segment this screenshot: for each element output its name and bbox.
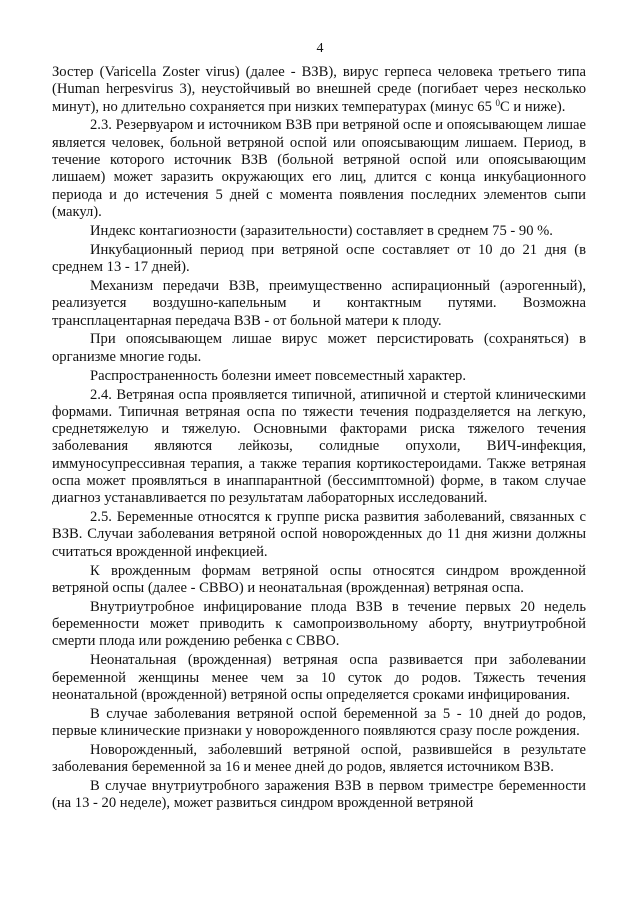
paragraph: Зостер (Varicella Zoster virus) (далее - ВЗВ), вирус герпеса человека третьего типа (Human herpesvirus 3), неустойчивый во внешней среде (погибает через несколько минут), но длительно сохраняется при низких температурах (минус 65 $^0$С и ниже). bbox=[52, 64, 586, 115]
paragraph: К врожденным формам ветряной оспы относятся синдром врожденной ветряной оспы (далее - СВВО) и неонатальная (врожденная) ветряная оспа. bbox=[52, 562, 586, 596]
paragraph: Внутриутробное инфицирование плода ВЗВ в течение первых 20 недель беременности может приводить к самопроизвольному аборту, внутриутробной смерти плода или рождению ребенка с СВВО. bbox=[52, 598, 586, 650]
paragraph: В случае заболевания ветряной оспой беременной за 5 - 10 дней до родов, первые клинические признаки у новорожденного появляются сразу после рождения. bbox=[52, 705, 586, 740]
page-number: 4 bbox=[316, 41, 324, 56]
document-body bbox=[52, 64, 586, 814]
paragraph: Неонатальная (врожденная) ветряная оспа развивается при заболевании беременной женщины менее чем за 10 суток до родов. Тяжесть течения неонатальной (врожденной) ветряной оспы определяется сроками инфицирования. bbox=[52, 652, 586, 703]
paragraph: 2.3. Резервуаром и источником ВЗВ при ветряной оспе и опоясывающем лишае является человек, больной ветряной оспой или опоясывающим лишаем. Период, в течение которого источник ВЗВ (больной ветряной оспой или опоясывающим лишаем) может заразить окружающих его лиц, длится с конца инкубационного периода и до истечения 5 дней с момента появления последних элементов сыпи (макул). bbox=[52, 117, 586, 220]
paragraph: Распространенность болезни имеет повсеместный характер. bbox=[90, 367, 467, 384]
superscript: 0 bbox=[495, 97, 501, 108]
paragraph: Новорожденный, заболевший ветряной оспой, развившейся в результате заболевания беременной за 16 и менее дней до родов, является источником ВЗВ. bbox=[52, 742, 586, 776]
paragraph: Индекс контагиозности (заразительности) составляет в среднем 75 - 90 %. bbox=[90, 222, 553, 239]
paragraph: Инкубационный период при ветряной оспе составляет от 10 до 21 дня (в среднем 13 - 17 дней). bbox=[52, 241, 586, 276]
paragraph: При опоясывающем лишае вирус может персистировать (сохраняться) в организме многие годы. bbox=[52, 331, 586, 365]
paragraph: 2.5. Беременные относятся к группе риска развития заболеваний, связанных с ВЗВ. Случаи заболевания ветряной оспой новорожденных до 11 дня жизни должны считаться врожденной инфекцией. bbox=[52, 509, 586, 560]
paragraph: Механизм передачи ВЗВ, преимущественно аспирационный (аэрогенный), реализуется воздушно-капельным и контактным путями. Возможна трансплацентарная передача ВЗВ - от больной матери к плоду. bbox=[52, 277, 586, 329]
paragraph: В случае внутриутробного заражения ВЗВ в первом триместре беременности (на 13 - 20 неделе), может развиться синдром врожденной ветряной bbox=[52, 778, 586, 812]
paragraph: 2.4. Ветряная оспа проявляется типичной, атипичной и стертой клиническими формами. Типичная ветряная оспа по тяжести течения подразделяется на легкую, среднетяжелую и тяжелую. Основными факторами риска тяжелого течения заболевания являются лейкозы, солидные опухоли, ВИЧ-инфекция, иммуносупрессивная терапия, а также терапия кортикостероидами. Также ветряная оспа может проявляться в инаппарантной (бессимптомной) форме, в таком случае диагноз устанавливается по результатам лабораторных исследований. bbox=[52, 386, 586, 507]
